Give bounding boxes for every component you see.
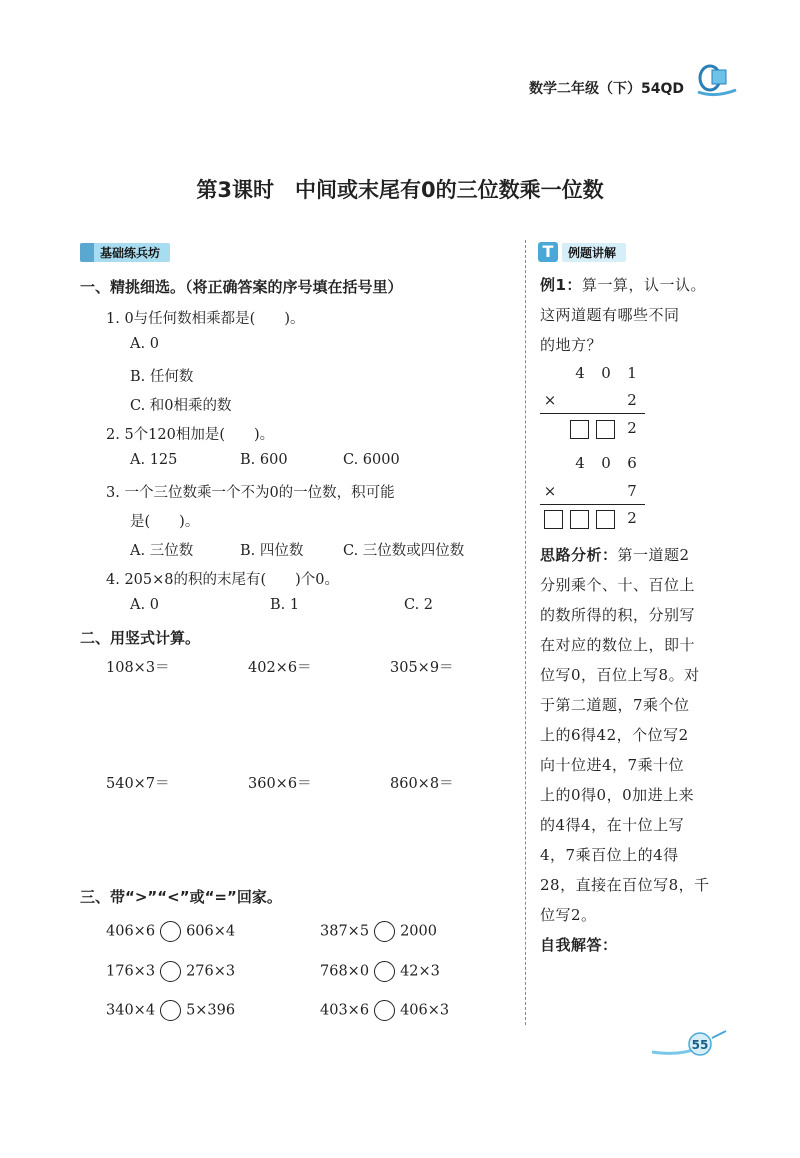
compare-right: 2000 [400,923,437,940]
compare-left: 387×5 [320,923,370,940]
analysis-line: 位写2。 [540,906,597,924]
q1-option-b: B. 任何数 [130,369,194,385]
compare-right: 42×3 [400,963,440,980]
q1-option-c: C. 和0相乘的数 [130,398,232,414]
compare-left: 768×0 [320,963,370,980]
example-text [540,270,745,360]
calc-line [540,413,645,414]
digit: 2 [627,391,637,409]
answer-circle[interactable] [374,961,395,982]
times-sign: × [543,482,557,500]
answer-box[interactable] [570,510,589,529]
answer-circle[interactable] [160,961,181,982]
book-label: 数学二年级（下）54QD [528,81,684,97]
calc-item: 860×8＝ [390,776,454,792]
section3-title: 三、带“>”“<”或“=”回家。 [80,888,282,906]
compare-right: 5×396 [186,1002,236,1019]
analysis-line: 于第二道题，7乘个位 [540,696,690,714]
q3-option-a: A. 三位数 [130,543,194,559]
digit: 2 [627,509,637,527]
analysis-line: 28，直接在百位写8，千 [540,876,710,894]
digit: 1 [627,364,637,382]
calc-item: 402×6＝ [248,660,312,676]
q3-option-b: B. 四位数 [240,543,304,559]
analysis-line: 上的0得0，0加进上来 [540,786,695,804]
digit: 7 [627,482,637,500]
compare-item [320,1000,449,1021]
example-line: 这两道题有哪些不同 [540,306,680,324]
analysis-label: 思路分析： [540,546,618,564]
analysis-line: 位写0，百位上写8。对 [540,666,700,684]
example-line: 算一算，认一认。 [581,276,706,294]
q2-option-c: C. 6000 [343,452,400,468]
compare-right: 276×3 [186,963,236,980]
example-line: 的地方？ [540,336,603,354]
compare-item [106,1000,235,1021]
question-4: 4. 205×8的积的末尾有( )个0。 [106,572,340,588]
compare-left: 406×6 [106,923,156,940]
badge-label: 例题讲解 [562,243,626,262]
answer-box[interactable] [570,420,589,439]
analysis-line: 向十位进4，7乘十位 [540,756,685,774]
compare-item [106,961,235,982]
compare-left: 340×4 [106,1002,156,1019]
analysis-line: 分别乘个、十、百位上 [540,576,696,594]
digit: 0 [601,454,611,472]
answer-circle[interactable] [374,1000,395,1021]
analysis-line: 4，7乘百位上的4得 [540,846,679,864]
question-3-line2: 是( )。 [130,514,200,530]
calc-item: 360×6＝ [248,776,312,792]
calc-line [540,504,645,505]
compare-right: 406×3 [400,1002,450,1019]
answer-box[interactable] [596,510,615,529]
compare-item [320,961,440,982]
column-divider [525,240,526,1025]
calc-item: 540×7＝ [106,776,170,792]
q4-option-b: B. 1 [270,597,300,613]
digit: 4 [575,454,585,472]
q4-option-c: C. 2 [404,597,434,613]
q1-option-a: A. 0 [130,336,159,352]
vertical-calc-1 [540,364,650,444]
q3-option-c: C. 三位数或四位数 [343,543,465,559]
calc-item: 305×9＝ [390,660,454,676]
t-icon: T [538,242,558,262]
analysis-line: 上的6得42，个位写2 [540,726,689,744]
q2-option-a: A. 125 [130,452,178,468]
analysis-text [540,540,745,960]
answer-circle[interactable] [160,921,181,942]
compare-left: 176×3 [106,963,156,980]
answer-circle[interactable] [160,1000,181,1021]
vertical-calc-2 [540,454,650,534]
analysis-line: 在对应的数位上，即十 [540,636,696,654]
answer-circle[interactable] [374,921,395,942]
digit: 2 [627,419,637,437]
compare-item [106,921,235,942]
times-sign: × [543,391,557,409]
compare-item [320,921,437,942]
basic-practice-badge [80,241,170,263]
analysis-line: 的数所得的积，分别写 [540,606,696,624]
digit: 6 [627,454,637,472]
answer-box[interactable] [544,510,563,529]
section2-title: 二、用竖式计算。 [80,629,201,647]
question-1: 1. 0与任何数相乘都是( )。 [106,311,305,327]
analysis-line: 的4得4，在十位上写 [540,816,685,834]
example-badge [538,241,626,263]
section1-title: 一、精挑细选。（将正确答案的序号填在括号里） [80,278,403,296]
digit: 0 [601,364,611,382]
self-answer-label: 自我解答： [540,936,618,954]
question-2: 2. 5个120相加是( )。 [106,427,275,443]
telescope-logo-icon [690,58,740,100]
compare-right: 606×4 [186,923,236,940]
calc-item: 108×3＝ [106,660,170,676]
badge-label: 基础练兵坊 [80,243,170,262]
page-number: 55 [691,1038,709,1052]
q4-option-a: A. 0 [130,597,159,613]
question-3-line1: 3. 一个三位数乘一个不为0的一位数，积可能 [106,485,395,501]
answer-box[interactable] [596,420,615,439]
compare-left: 403×6 [320,1002,370,1019]
q2-option-b: B. 600 [240,452,288,468]
page-title: 第3课时 中间或末尾有0的三位数乘一位数 [196,178,604,202]
analysis-line: 第一道题2 [617,546,690,564]
digit: 4 [575,364,585,382]
example-label: 例1： [540,276,582,294]
